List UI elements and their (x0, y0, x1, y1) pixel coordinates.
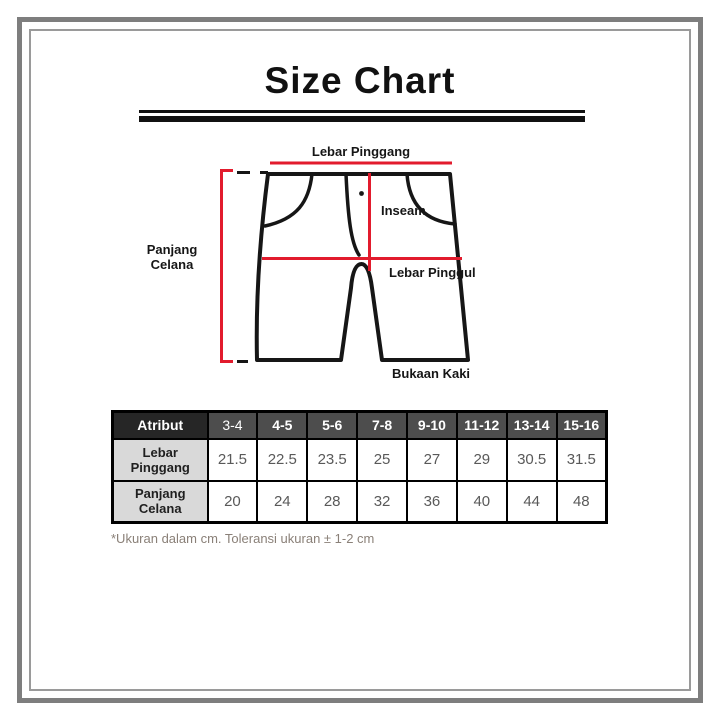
table-row-lebar-pinggang (113, 439, 607, 481)
left-pocket-curve (265, 174, 312, 226)
value-cell: 24 (257, 481, 307, 523)
attribute-header-cell: Atribut (113, 412, 208, 439)
value-cell: 23.5 (307, 439, 357, 481)
label-panjang-celana (132, 242, 212, 272)
value-cell: 25 (357, 439, 407, 481)
table-row-panjang-celana (113, 481, 607, 523)
value-cell: 40 (457, 481, 507, 523)
size-header-cell-7-8: 7-8 (357, 412, 407, 439)
fly-seam-line (346, 174, 359, 255)
value-cell: 31.5 (557, 439, 607, 481)
value-cell: 48 (557, 481, 607, 523)
value-cell: 44 (507, 481, 557, 523)
size-header-cell-13-14: 13-14 (507, 412, 557, 439)
size-header-cell-15-16: 15-16 (557, 412, 607, 439)
value-cell: 20 (208, 481, 258, 523)
size-table (111, 410, 608, 524)
value-cell: 22.5 (257, 439, 307, 481)
size-header-cell-11-12: 11-12 (457, 412, 507, 439)
value-cell: 30.5 (507, 439, 557, 481)
size-header-cell-9-10: 9-10 (407, 412, 457, 439)
page-title: Size Chart (264, 60, 456, 101)
value-cell: 27 (407, 439, 457, 481)
label-bukaan-kaki: Bukaan Kaki (392, 366, 471, 381)
value-cell: 29 (457, 439, 507, 481)
size-header-cell-3-4: 3-4 (208, 412, 258, 439)
label-panjang-celana-line2: Celana (150, 257, 194, 272)
table-header-row (113, 412, 607, 439)
label-panjang-celana-line1: Panjang (146, 242, 198, 257)
label-lebar-pinggang: Lebar Pinggang (311, 144, 411, 159)
label-lebar-pinggul: Lebar Pinggul (389, 265, 476, 280)
size-header-cell-5-6: 5-6 (307, 412, 357, 439)
row-label-cell: Lebar Pinggang (113, 439, 208, 481)
value-cell: 21.5 (208, 439, 258, 481)
size-tolerance-footnote: *Ukuran dalam cm. Toleransi ukuran ± 1-2 cm (111, 531, 375, 546)
waist-button-dot (359, 191, 364, 196)
value-cell: 28 (307, 481, 357, 523)
row-label-cell: Panjang Celana (113, 481, 208, 523)
value-cell: 32 (357, 481, 407, 523)
value-cell: 36 (407, 481, 457, 523)
label-inseam: Inseam (381, 203, 426, 218)
size-header-cell-4-5: 4-5 (257, 412, 307, 439)
length-measure-bracket (222, 171, 234, 362)
